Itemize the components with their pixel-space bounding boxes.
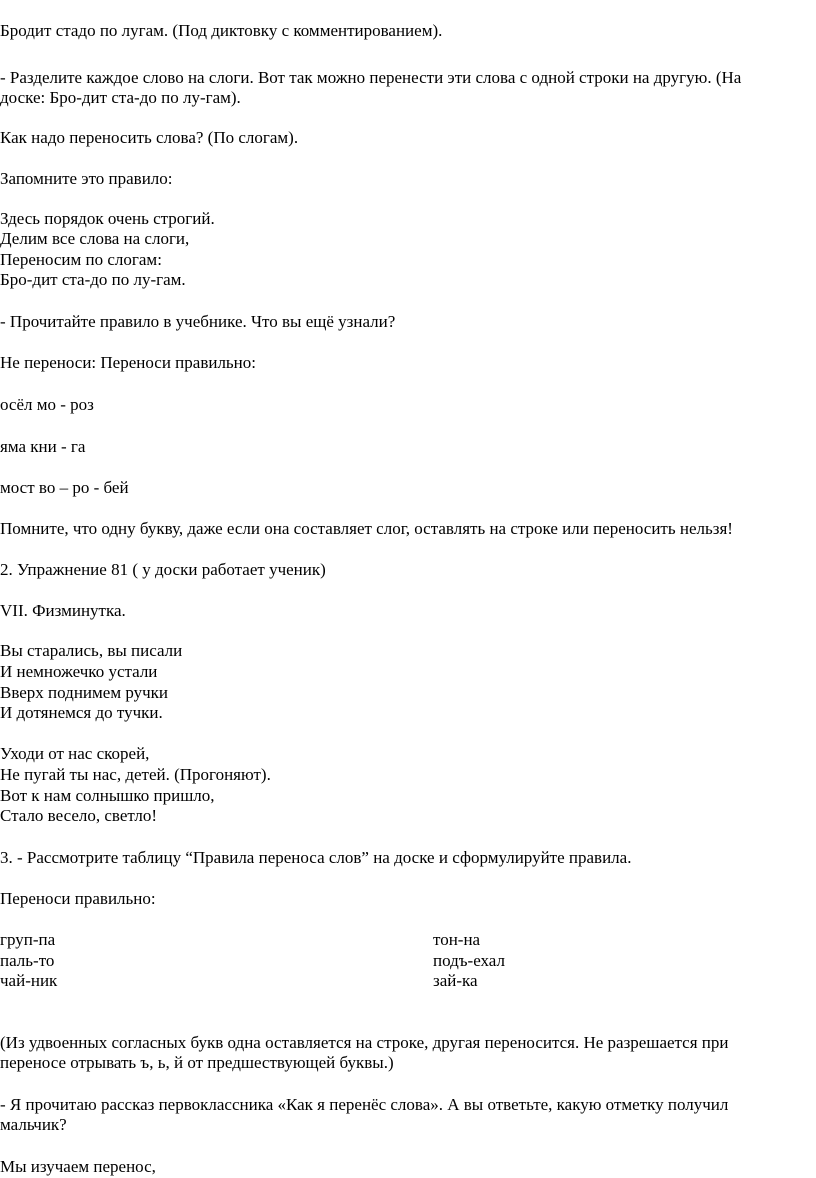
text-line: Переноси правильно: [0,889,156,908]
text-line: доске: Бро-дит ста-до по лу-гам). [0,88,241,107]
text-line: Делим все слова на слоги, [0,229,190,248]
text-line: Переносим по слогам: [0,250,162,269]
text-line: - Прочитайте правило в учебнике. Что вы ещё узнали? [0,312,396,331]
text-line: Уходи от нас скорей, [0,744,150,763]
text-line: Вот к нам солнышко пришло, [0,786,215,805]
text-line: - Разделите каждое слово на слоги. Вот так можно перенести эти слова с одной строки на другую. (На [0,68,742,87]
table-cell-right: тон-на [433,930,481,949]
text-line: 2. Упражнение 81 ( у доски работает ученик) [0,560,326,579]
table-cell-left: чай-ник [0,971,58,990]
text-line: VII. Физминутка. [0,601,126,620]
text-line: Стало весело, светло! [0,806,158,825]
text-line: И немножечко устали [0,662,158,681]
text-line: яма кни - га [0,437,86,456]
text-line: Бро-дит ста-до по лу-гам. [0,270,186,289]
text-line: Как надо переносить слова? (По слогам). [0,128,299,147]
text-line: Бродит стадо по лугам. (Под диктовку с комментированием). [0,21,443,40]
text-line: 3. - Рассмотрите таблицу “Правила переноса слов” на доске и сформулируйте правила. [0,848,632,867]
text-line: И дотянемся до тучки. [0,703,163,722]
text-line: Не переноси: Переноси правильно: [0,353,257,372]
text-line: Мы изучаем перенос, [0,1157,156,1176]
text-line: - Я прочитаю рассказ первоклассника «Как я перенёс слова». А вы ответьте, какую отметку получил [0,1095,729,1114]
text-line: мост во – ро - бей [0,478,129,497]
text-line: Вверх поднимем ручки [0,683,169,702]
text-line: мальчик? [0,1115,67,1134]
text-line: осёл мо - роз [0,395,94,414]
text-line: Вы старались, вы писали [0,641,183,660]
text-line: Запомните это правило: [0,169,173,188]
text-line: (Из удвоенных согласных букв одна оставляется на строке, другая переносится. Не разрешается при [0,1033,729,1052]
table-cell-right: зай-ка [433,971,478,990]
text-line: Здесь порядок очень строгий. [0,209,215,228]
text-line: Помните, что одну букву, даже если она составляет слог, оставлять на строке или переносить нельзя! [0,519,733,538]
text-line: Не пугай ты нас, детей. (Прогоняют). [0,765,271,784]
table-cell-left: груп-па [0,930,56,949]
table-cell-left: паль-то [0,951,55,970]
table-cell-right: подъ-ехал [433,951,505,970]
text-line: переносе отрывать ъ, ь, й от предшествующей буквы.) [0,1053,394,1072]
